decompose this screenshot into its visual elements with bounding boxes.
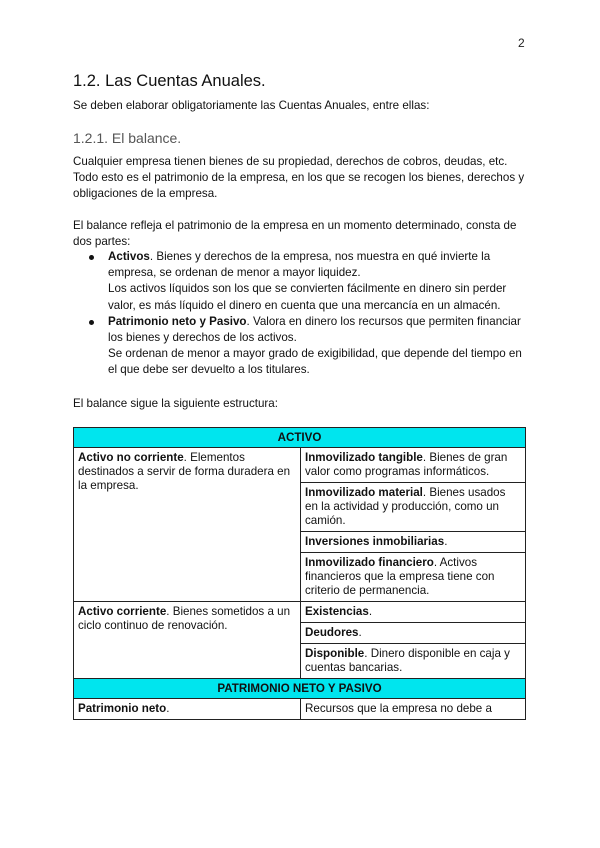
cell-text: . Bienes de gran valor como programas informáticos. bbox=[305, 451, 508, 478]
bullet-list bbox=[73, 249, 533, 379]
balance-paragraph: El balance refleja el patrimonio de la empresa en un momento determinado, consta de dos partes: bbox=[73, 219, 517, 249]
balance-table bbox=[73, 427, 526, 720]
cell-text: . bbox=[166, 702, 170, 715]
table-cell bbox=[301, 532, 526, 553]
cell-term: Patrimonio neto bbox=[78, 702, 167, 715]
cell-term: Deudores bbox=[305, 626, 359, 639]
table-cell bbox=[74, 699, 301, 720]
table-cell: Recursos que la empresa no debe a bbox=[301, 699, 526, 720]
bullet-text: . Bienes y derechos de la empresa, nos muestra en qué invierte la empresa, se ordenan de menor a mayor liquidez. bbox=[108, 250, 491, 280]
intro-paragraph: Se deben elaborar obligatoriamente las Cuentas Anuales, entre ellas: bbox=[73, 99, 430, 112]
table-row bbox=[74, 679, 526, 699]
cell-text: . Activos financieros que la empresa tiene con criterio de permanencia. bbox=[305, 556, 495, 597]
bullet-text: . Valora en dinero los recursos que permiten financiar los bienes y derechos de los activos. bbox=[108, 314, 521, 345]
table-row bbox=[74, 428, 526, 448]
list-item bbox=[73, 314, 533, 379]
cell-term: Inmovilizado material bbox=[305, 486, 423, 499]
table-cell bbox=[301, 602, 526, 623]
table-cell bbox=[301, 644, 526, 679]
table-cell bbox=[301, 483, 526, 532]
cell-term: Inversiones inmobiliarias bbox=[305, 535, 445, 548]
table-cell bbox=[74, 448, 301, 602]
list-item bbox=[73, 249, 533, 314]
cell-text: . bbox=[368, 605, 373, 618]
cell-term: Existencias bbox=[305, 605, 369, 618]
activo-header: ACTIVO bbox=[74, 428, 526, 448]
structure-paragraph: El balance sigue la siguiente estructura: bbox=[73, 397, 278, 410]
cell-text: . Dinero disponible en caja y cuentas bancarias. bbox=[305, 647, 510, 674]
cell-term: Inmovilizado tangible bbox=[305, 451, 423, 464]
cell-term: Activo no corriente bbox=[78, 451, 184, 464]
cell-text: . Elementos destinados a servir de forma duradera en la empresa. bbox=[78, 451, 291, 492]
cell-text: . Bienes sometidos a un ciclo continuo de renovación. bbox=[78, 605, 291, 632]
cell-term: Disponible bbox=[305, 647, 365, 660]
bullet-icon bbox=[89, 320, 94, 325]
table-cell bbox=[301, 623, 526, 644]
bullet-extra: Los activos líquidos son los que se convierten fácilmente en dinero sin perder valor, es más líquido el dinero en cuenta que una mercancía en un almacén. bbox=[108, 282, 507, 312]
section-heading: 1.2. Las Cuentas Anuales. bbox=[73, 72, 266, 90]
page-number: 2 bbox=[518, 36, 525, 50]
patrimonio-paragraph: Cualquier empresa tienen bienes de su propiedad, derechos de cobros, deudas, etc. Todo esto es el patrimonio de la empresa, en los que se recogen los bienes, derechos y obligaciones de la empresa. bbox=[73, 155, 525, 201]
table-row bbox=[74, 448, 526, 483]
table-row bbox=[74, 602, 526, 623]
cell-text: . bbox=[444, 535, 448, 548]
table-cell bbox=[301, 553, 526, 602]
bullet-term: Patrimonio neto y Pasivo bbox=[108, 314, 247, 328]
cell-term: Activo corriente bbox=[78, 605, 167, 618]
table-row bbox=[74, 699, 526, 720]
bullet-icon bbox=[89, 255, 94, 260]
table-cell bbox=[301, 448, 526, 483]
cell-text: . bbox=[358, 626, 362, 639]
pasivo-header: PATRIMONIO NETO Y PASIVO bbox=[74, 679, 526, 699]
bullet-term: Activos bbox=[108, 250, 150, 263]
subsection-heading: 1.2.1. El balance. bbox=[73, 130, 182, 146]
cell-text: . Bienes usados en la actividad y producción, como un camión. bbox=[305, 486, 506, 527]
table-cell bbox=[74, 602, 301, 679]
bullet-extra: Se ordenan de menor a mayor grado de exigibilidad, que depende del tiempo en el que debe ser devuelto a los titulares. bbox=[108, 347, 522, 377]
cell-term: Inmovilizado financiero bbox=[305, 556, 434, 569]
